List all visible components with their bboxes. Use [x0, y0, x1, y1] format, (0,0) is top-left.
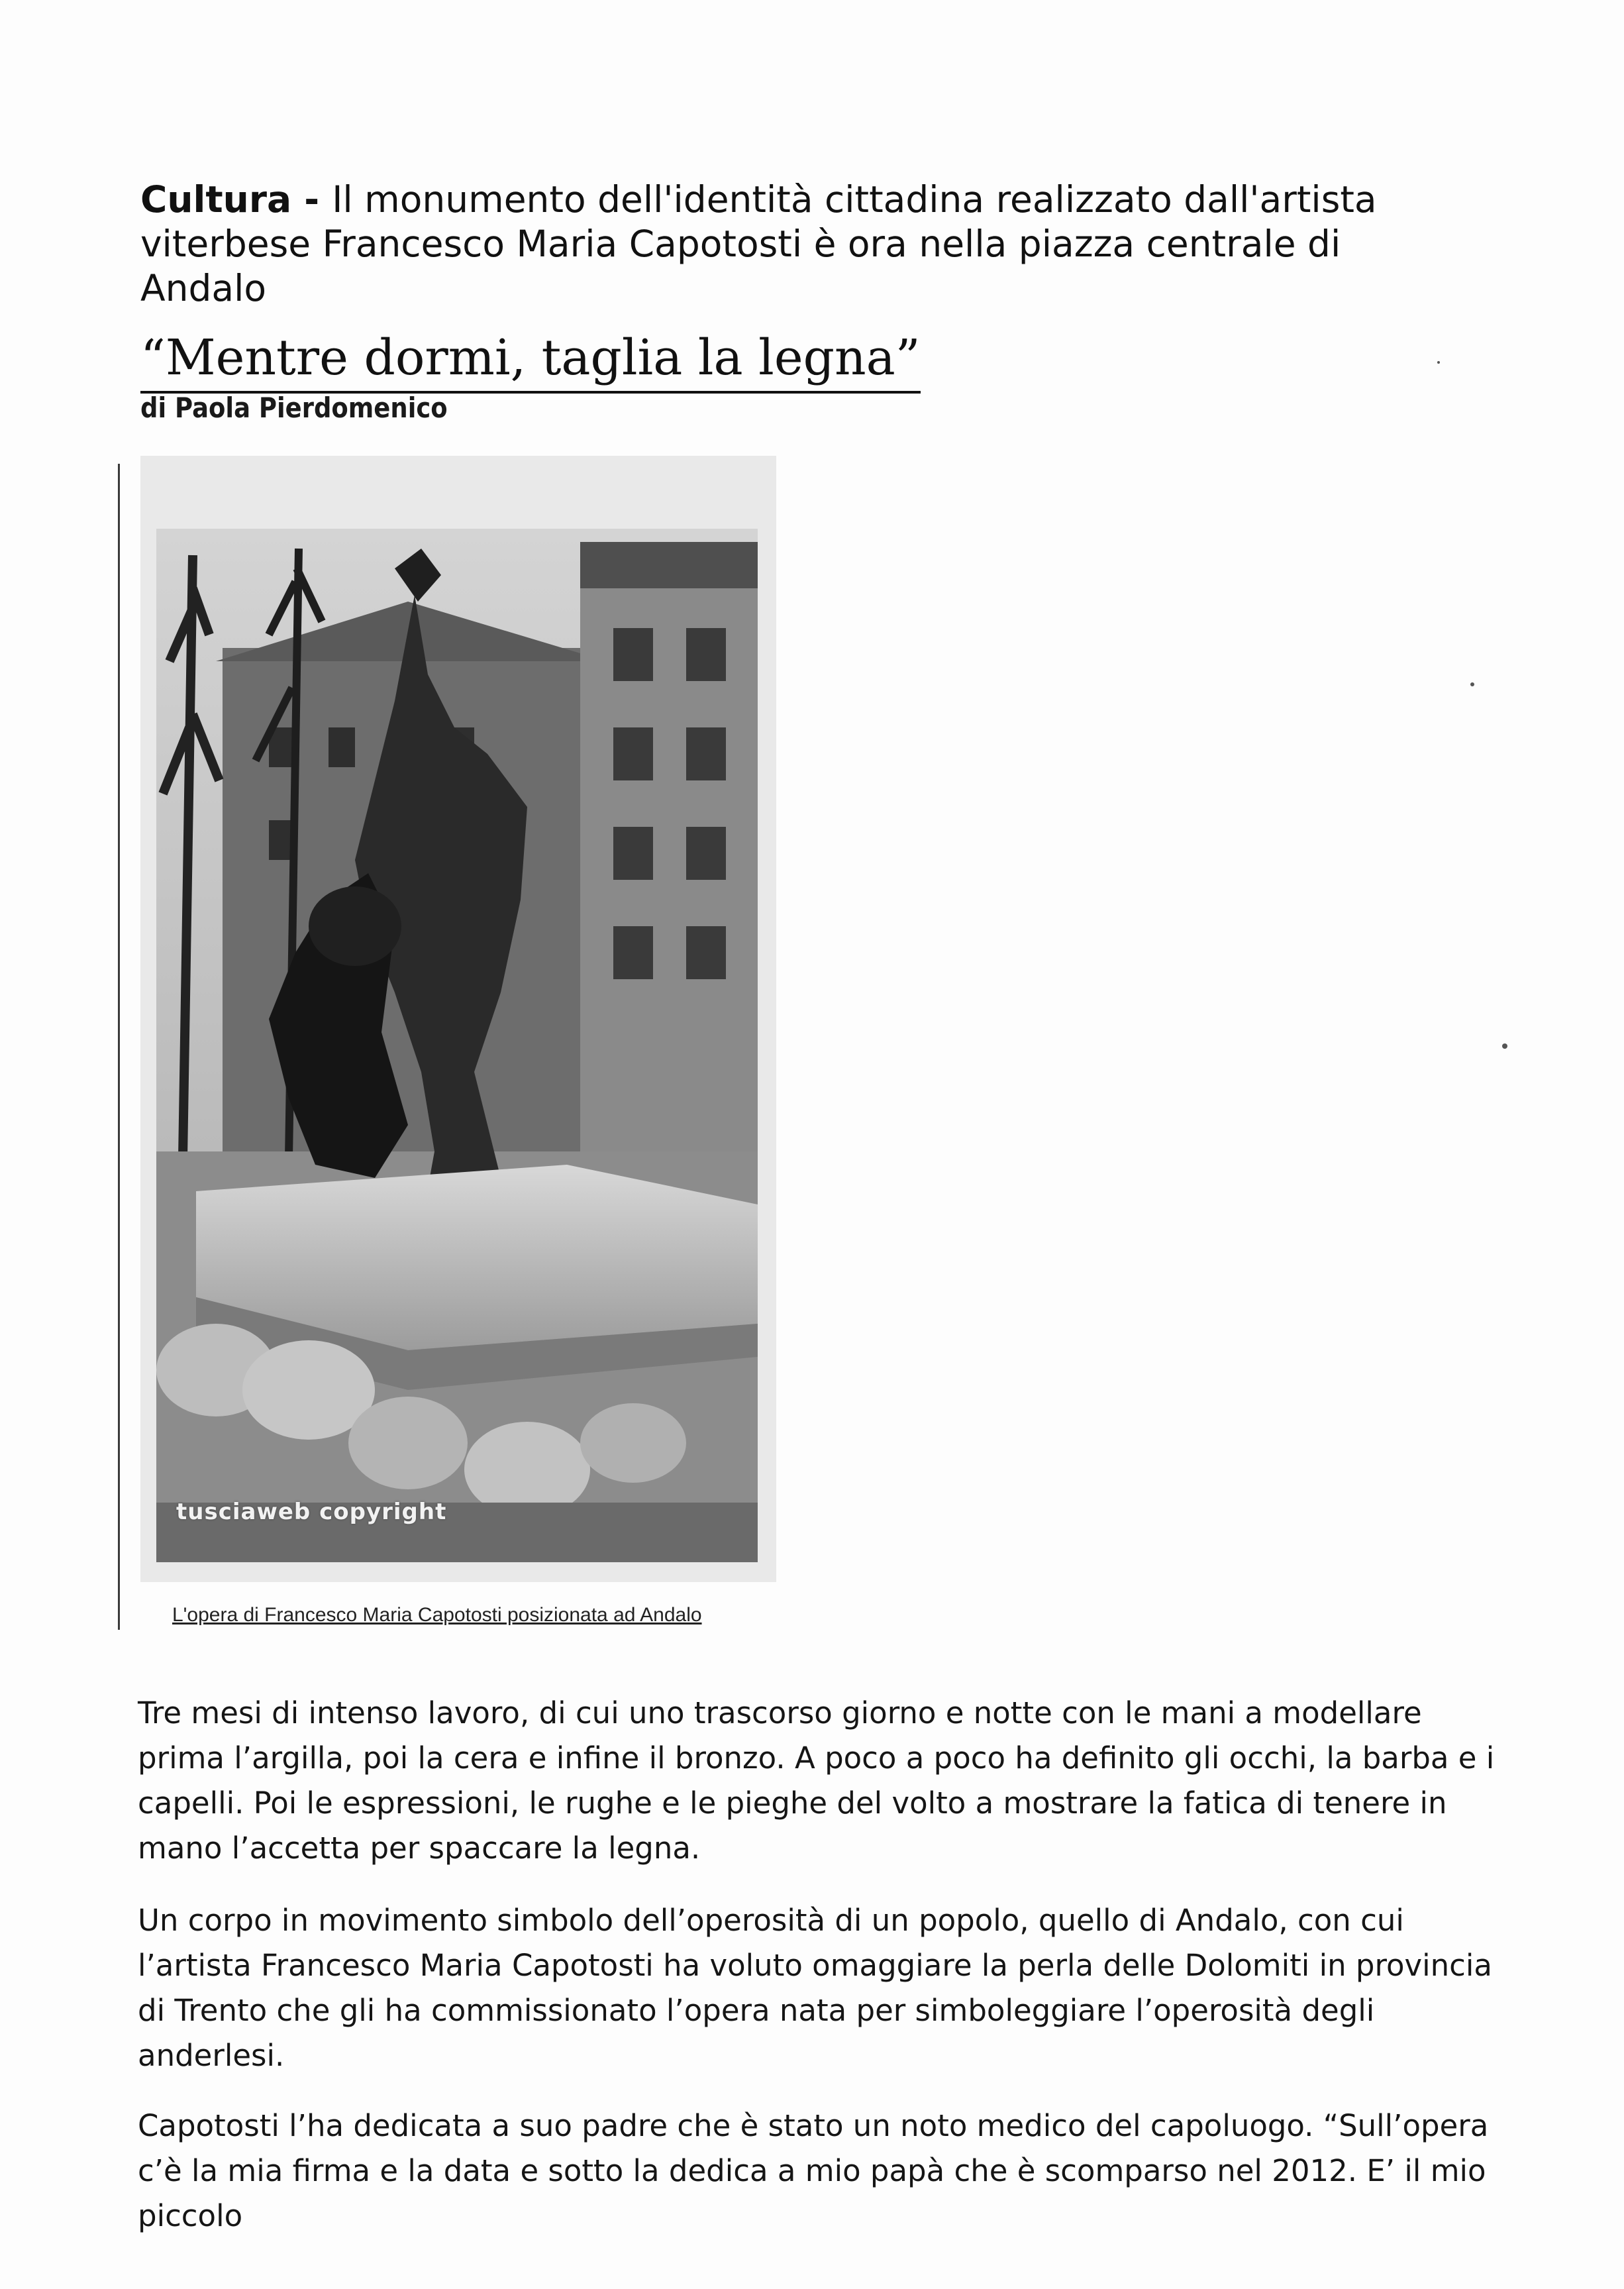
article-byline: di Paola Pierdomenico	[140, 392, 448, 424]
article-headline: “Mentre dormi, taglia la legna”	[140, 325, 921, 394]
photo-frame-line	[118, 464, 120, 1630]
photo-watermark: tusciaweb copyright	[176, 1499, 447, 1525]
paragraph-2: Un corpo in movimento simbolo dell’operosità di un popolo, quello di Andalo, con cui l’artista Francesco Maria Capotosti ha voluto omaggiare la perla delle Dolomiti in provincia di Trento che gli ha commissionato l’opera nata per simboleggiare l’operosità degli anderlesi.	[138, 1903, 1492, 2073]
photo-panel	[140, 456, 776, 1582]
article-kicker	[140, 178, 1465, 311]
paragraph-1: Tre mesi di intenso lavoro, di cui uno trascorso giorno e notte con le mani a modellare prima l’argilla, poi la cera e infine il bronzo. A poco a poco ha definito gli occhi, la barba e i capelli. Poi le espressioni, le rughe e le pieghe del volto a mostrare la fatica di tenere in mano l’accetta per spaccare la legna.	[138, 1695, 1495, 1866]
sculpture-photo-image	[156, 529, 758, 1562]
paragraph-3: Capotosti l’ha dedicata a suo padre che è stato un noto medico del capoluogo. “Sull’opera c’è la mia firma e la data e sotto la dedica a mio papà che è scomparso nel 2012. E’ il mio piccolo	[138, 2108, 1489, 2233]
kicker-text: Il monumento dell'identità cittadina realizzato dall'artista viterbese Francesco Maria Capotosti è ora nella piazza centrale di Andalo	[140, 178, 1377, 309]
sculpture-photo	[156, 529, 758, 1562]
section-label: Cultura	[140, 178, 292, 221]
scan-speck	[1502, 1043, 1507, 1049]
section-separator: -	[291, 178, 332, 221]
photo-caption: L'opera di Francesco Maria Capotosti posizionata ad Andalo	[172, 1604, 702, 1626]
scan-speck	[1437, 361, 1440, 364]
scan-speck	[1470, 682, 1474, 686]
